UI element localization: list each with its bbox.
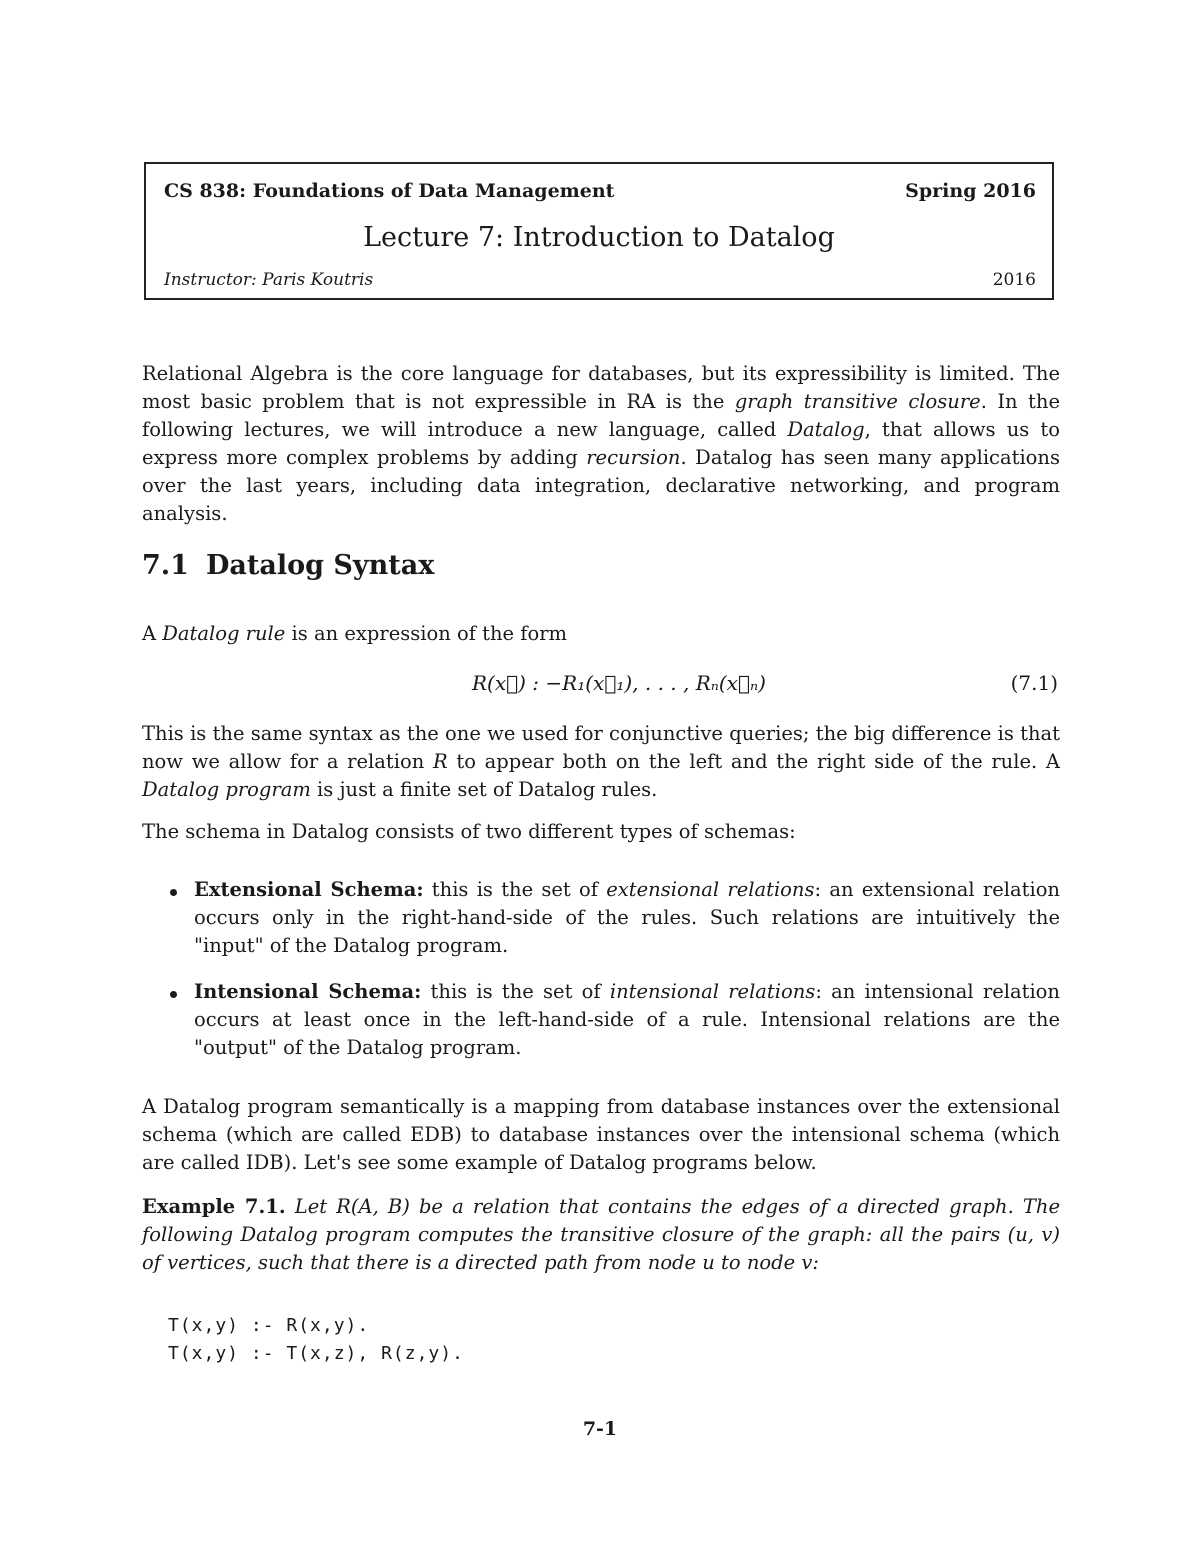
datalog-code-block [168, 1312, 464, 1368]
bullet-icon [170, 991, 177, 998]
section-number: 7.1 [142, 550, 189, 581]
intro-paragraph: Relational Algebra is the core language for databases, but its expressibility is limited. The most basic problem that is not expressible in RA is the graph transitive closure. In the following lectures, we will introduce a new language, called Datalog, that allows us to express more complex problems by adding recursion. Datalog has seen many applications over the last years, including data integration, declarative networking, and program analysis. [142, 362, 1060, 525]
course-term: Spring 2016 [905, 180, 1036, 202]
example-label: Example 7.1. [142, 1195, 286, 1218]
course-name: CS 838: Foundations of Data Management [164, 180, 615, 202]
lecture-header-box [144, 162, 1054, 300]
page-number: 7-1 [582, 1418, 618, 1440]
schema-intro-paragraph: The schema in Datalog consists of two different types of schemas: [142, 820, 796, 843]
section-title: Datalog Syntax [206, 550, 435, 581]
code-line: T(x,y) :- T(x,z), R(z,y). [168, 1343, 464, 1364]
semantics-paragraph: A Datalog program semantically is a mapping from database instances over the extensional schema (which are called EDB) to database instances over the intensional schema (which are called IDB). Let's see some example of Datalog programs below. [142, 1095, 1060, 1174]
instructor: Instructor: Paris Koutris [164, 270, 374, 290]
list-item: Extensional Schema: this is the set of extensional relations: an extensional relation occurs only in the right-hand-side of the rules. Such relations are intuitively the "input" of the Datalog program. [142, 876, 1060, 960]
bullet-icon [170, 889, 177, 896]
equation-number: (7.1) [1010, 671, 1058, 695]
example-paragraph [142, 1193, 1060, 1277]
section-heading [142, 550, 434, 581]
lecture-year: 2016 [992, 270, 1036, 290]
code-line: T(x,y) :- R(x,y). [168, 1315, 370, 1336]
equation-body: R(x⃗) : −R₁(x⃗₁), . . . , Rₙ(x⃗ₙ) [472, 671, 766, 695]
syntax-paragraph: This is the same syntax as the one we used for conjunctive queries; the big difference is that now we allow for a relation R to appear both on the left and the right side of the rule. A Datalog program is just a finite set of Datalog rules. [142, 722, 1060, 801]
schema-list [142, 876, 1060, 1080]
lecture-title: Lecture 7: Introduction to Datalog [363, 222, 835, 253]
rule-intro-paragraph: A Datalog rule is an expression of the form [142, 622, 568, 645]
list-item: Intensional Schema: this is the set of intensional relations: an intensional relation occurs at least once in the left-hand-side of a rule. Intensional relations are the "output" of the Datalog program. [142, 978, 1060, 1062]
example-text: Let R(A, B) be a relation that contains the edges of a directed graph. The following Datalog program computes the transitive closure of the graph: all the pairs (u, v) of vertices, such that there is a directed path from node u to node v: [142, 1195, 1061, 1274]
